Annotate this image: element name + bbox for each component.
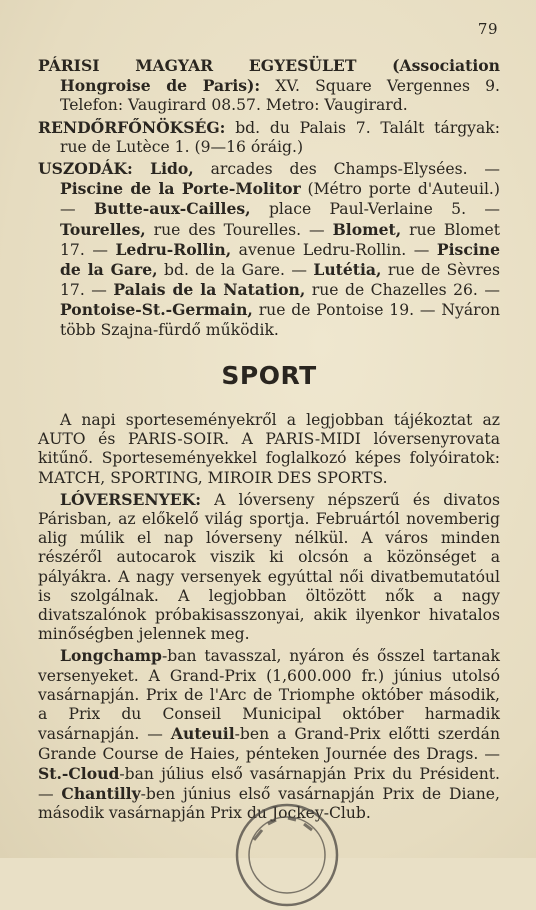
entry-title: Chantilly [61,783,141,803]
entry-text: rue de Sèvres 17. — [60,261,500,300]
entry-title: USZODÁK: Lido, [38,159,194,179]
entry-longchamp [38,646,500,823]
entry-text: bd. de la Gare. — [157,261,314,280]
entry-text: rue Blomet 17. — [60,220,500,259]
entry-text: rue des Tourelles. — [145,220,333,239]
sport-intro: A napi sporteseményekről a legjobban tájékoztat az AUTO és PARIS-SOIR. A PARIS-MIDI lóversenyrovata kitűnő. Sporteseményekkel foglalkozó képes folyóiratok: MATCH, SPORTING, MIROIR DES SPORTS. [38,411,500,487]
entry-text: -ben június első vasárnapján Prix de Diane, második vasárnapján Prix du Jockey-Club. [38,784,500,823]
library-stamp-icon [232,800,342,910]
entry-title: Butte-aux-Cailles, [93,199,251,219]
entry-uszodak [38,159,500,340]
entry-text: rue de Pontoise 19. — Nyáron több Szajna-fürdő működik. [60,301,500,339]
entry-text: bd. du Palais 7. Talált tárgyak: rue de Lutèce 1. (9—16 óráig.) [60,118,500,156]
entry-text: rue de Chazelles 26. — [305,281,500,300]
entry-title: Ledru-Rollin, [115,239,232,259]
entry-text: -ban tavasszal, nyáron és ősszel tartanak versenyeket. A Grand-Prix (1,600.000 fr.) június utolsó vasárnapján. Prix de l'Arc de Triomphe október második, a Prix du Conseil Municipal október harmadik vasárnapján. — [38,647,500,744]
entry-text: arcades des Champs-Elysées. — [193,160,501,179]
page-number: 79 [477,20,498,38]
entry-title: Palais de la Natation, [113,280,306,300]
entry-text: XV. Square Vergennes 9. Telefon: Vaugirard 08.57. Metro: Vaugirard. [60,77,500,115]
entry-text: A lóverseny népszerű és divatos Párisban, az előkelő világ sportja. Februártól novemberig alig múlik el nap lóverseny nélkül. A város minden részéről autocarok viszik ki olcsón a közönséget a pályákra. A nagy versenyek egyúttal női divatbemutatóul is szolgálnak. A legjobban öltözött nők a nagy divatszalónok próbakisasszonyai, akik ilyenkor hivatalos minőségben jelennek meg. [38,490,500,644]
entry-loversenyek [38,490,500,645]
entry-title: St.-Cloud [38,763,120,783]
entry-title: PÁRISI MAGYAR EGYESÜLET (Association Hongroise de Paris): [38,56,500,96]
section-heading-sport: SPORT [221,360,317,390]
entry-title: Piscine de la Porte-Molitor [60,179,301,199]
entry-title: Lutétia, [313,260,382,280]
entry-parisi-magyar [38,56,500,116]
entry-title: LÓVERSENYEK: [60,489,201,509]
entry-title: Blomet, [332,219,402,239]
entry-title: Auteuil [170,724,235,744]
entry-rendorfonokseg [38,118,500,157]
entry-text: place Paul-Verlaine 5. — [250,200,500,219]
entry-text: -ban július első vasárnapján Prix du Président. — [38,764,500,803]
entry-title: Pontoise-St.-Germain, [60,300,253,320]
entry-title: Longchamp [60,646,162,666]
page-content [38,56,500,823]
entry-text: (Métro porte d'Auteuil.) — [60,180,500,219]
entry-text: avenue Ledru-Rollin. — [231,240,437,259]
entry-title: Tourelles, [60,219,146,239]
entry-title: RENDŐRFŐNÖKSÉG: [38,117,226,137]
entry-title: Piscine de la Gare, [60,239,500,280]
entry-text: -ben a Grand-Prix előtti szerdán Grande Course de Haies, pénteken Journée des Drags. — [38,725,500,763]
